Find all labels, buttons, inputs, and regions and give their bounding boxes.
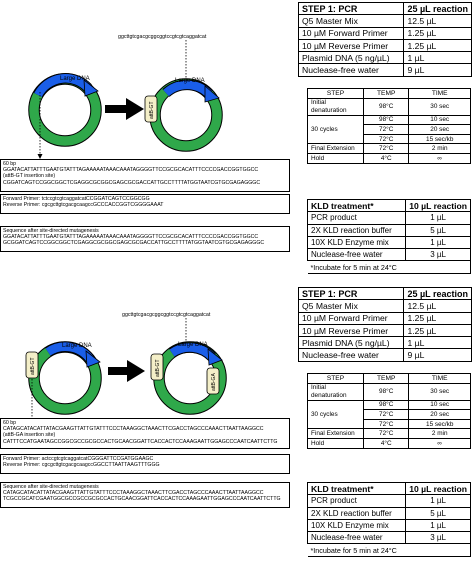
attb-tag-label: attB-GT <box>30 357 36 375</box>
pcr-table: STEP 1: PCR 25 µL reaction Q5 Master Mix 12.5 µL 10 µM Forward Primer 1.25 µL 10 µM Reverse Primer 1.25 µL Plasmid DNA (5 ng/µL) 1 µL Nuclease-free water 9 µL <box>298 287 472 362</box>
large-dna-label: Large DNA <box>60 76 90 82</box>
sequence-box-mutated: Sequence after site-directed mutagenesis GGATACATTATTTGAATGTATTTAGAAAAATAAACAAATAGGGGTTCCGCGCACATTTCCCCGACCGGTGGCC GCGGATCAGTCCGGCGGCTCGAGGCGCGGCGAGCGCGACCATTGCCTTTTATGGTAATCGTGCGAGAGGGC <box>0 226 290 252</box>
plasmid-before <box>26 343 100 425</box>
insert-sequence-label: ggcttgtcgacgcggcggtccgtcgtcaggatcat <box>118 34 207 40</box>
sequence-box-target: 60 bp CATAGCATACATTATACGAAGTTATTGTATTTCCCTAAAGGCTAAACTTCGACCTAGCCCAAACTTAATTAAGGCC (attB-GA insertion site) CATTTCCATGAATAGCCGGCGCCGCGCCACTGCAACGGATTCACCACTCCAAAGAATTGGAGCCCAATCAATTCTTG <box>0 418 290 449</box>
pcr-table: STEP 1: PCR 25 µL reaction Q5 Master Mix 12.5 µL 10 µM Forward Primer 1.25 µL 10 µM Reverse Primer 1.25 µL Plasmid DNA (5 ng/µL) 1 µL Nuclease-free water 9 µL <box>298 2 472 77</box>
sequence-box-target: 60 bp GGATACATTATTTGAATGTATTTAGAAAAATAAACAAATAGGGGTTCCGCGCACATTTCCCCGACCGGTGGCC (attB-GT insertion site) CGGATCAGTCCGGCGGCTCGAGGCGCGGCGAGCGCGACCATTGCCTTTTATGGTAATCGTGCGAGAGGGC <box>0 159 290 192</box>
mutagenesis-diagram-top <box>0 0 300 160</box>
sequence-box-primers: Forward Primer: tctccgtcgtcaggatcatCCGGATCAGTCCGGCGG Reverse Primer: cgcgcttgtcgacgcaagccGCCCACCGGTCGGGGAAAT <box>0 194 290 214</box>
cycling-table: STEP TEMP TIME Initial denaturation 98°C 30 sec 30 cycles 98°C 10 sec 72°C 20 sec 72°C 15 sec/kb Final Extension 72°C 2 min Hold 4°C ∞ <box>307 88 471 164</box>
attb-tag-label: attB-GT <box>149 101 155 119</box>
large-dna-label: Large DNA <box>62 343 92 349</box>
attb-tag-label: attB-GT <box>155 359 161 377</box>
panel-top <box>0 0 474 280</box>
sequence-box-primers: Forward Primer: actccgtcgtcaggatcatCGGGATTCCGATGGAAGC Reverse Primer: cgcgcttgtcgacgcaagccGGCCTTAATTAAGTTTGGG <box>0 454 290 474</box>
plasmid-before <box>34 76 98 159</box>
plasmid-after <box>122 312 222 409</box>
process-arrow <box>105 98 144 120</box>
large-dna-label: Large DNA <box>178 342 208 348</box>
kld-table: KLD treatment* 10 µL reaction PCR product 1 µL 2X KLD reaction buffer 5 µL 10X KLD Enzyme mix 1 µL Nuclease-free water 3 µL *Incubate for 5 min at 24°C <box>307 199 471 274</box>
process-arrow <box>108 360 145 382</box>
insert-sequence-label: ggcttgtcgacgcggcggtccgtcgtcaggatcat <box>122 312 211 318</box>
cycling-table: STEP TEMP TIME Initial denaturation 98°C 30 sec 30 cycles 98°C 10 sec 72°C 20 sec 72°C 15 sec/kb Final Extension 72°C 2 min Hold 4°C ∞ <box>307 373 471 449</box>
attb-tag-2-label: attB-GA <box>211 373 217 391</box>
large-dna-label: Large DNA <box>175 78 205 84</box>
kld-table: KLD treatment* 10 µL reaction PCR product 1 µL 2X KLD reaction buffer 5 µL 10X KLD Enzyme mix 1 µL Nuclease-free water 3 µL *Incubate for 5 min at 24°C <box>307 482 471 557</box>
sequence-box-mutated: Sequence after site-directed mutagenesis CATAGCATACATTATACGAAGTTATTGTATTTCCCTAAAGGCTAAACTTCGACCTAGCCCAAACTTAATTAAGGCC TCGCCGCATCGAATGGCGCCGCCGCGCCACTGCAACGGATTCACCACTCCAAAGAATTGGAGCCCAATCAATTCTTG <box>0 482 290 508</box>
plasmid-after <box>118 34 219 146</box>
panel-bottom <box>0 286 474 561</box>
